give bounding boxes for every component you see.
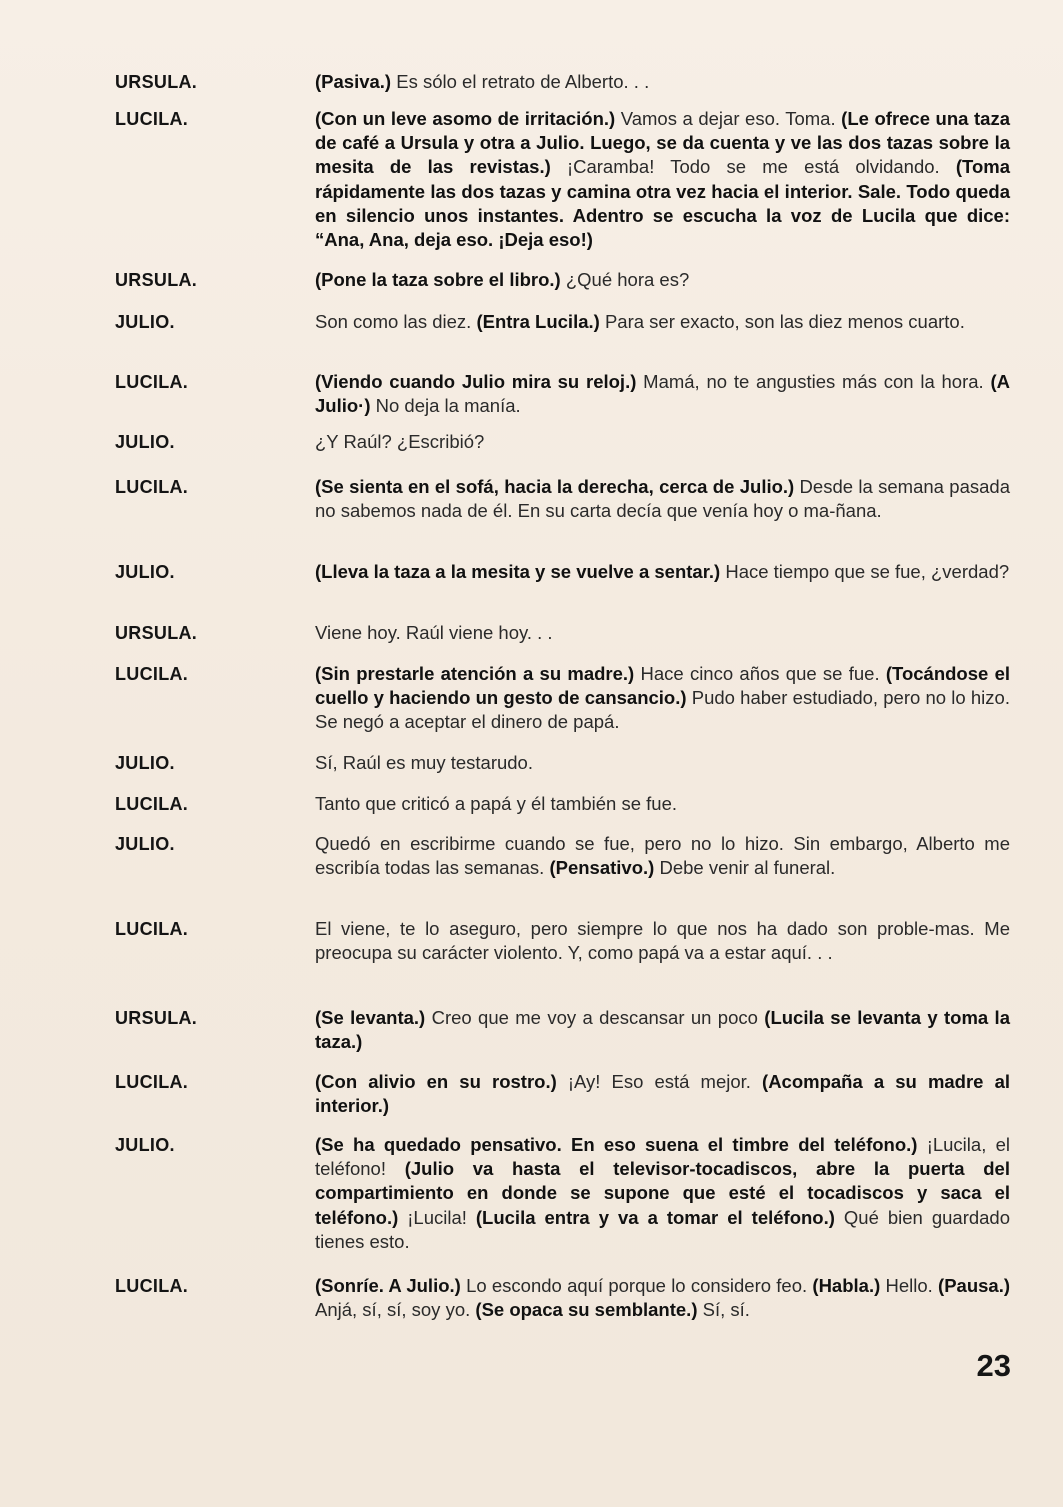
dialogue-text xyxy=(315,475,1010,523)
dialogue-text xyxy=(315,310,1010,334)
page-number: 23 xyxy=(976,1348,1011,1383)
stage-direction: (Julio va hasta el televisor-tocadiscos, abre la puerta del compartimiento en donde se supone que esté el tocadiscos y saca el teléfono.) xyxy=(315,1158,1010,1228)
spoken-line: Tanto que criticó a papá y él también se fue. xyxy=(315,793,677,814)
spoken-line: Son como las diez. xyxy=(315,311,477,332)
spoken-line: Quedó en escribirme cuando se fue, pero no lo hizo. Sin embargo, Alberto me escribía todas las semanas. xyxy=(315,833,1010,879)
dialogue-text xyxy=(315,370,1010,418)
dialogue-entry xyxy=(115,370,1010,418)
spoken-line: ¿Y Raúl? ¿Escribió? xyxy=(315,431,485,452)
stage-direction: (Pasiva.) xyxy=(315,71,392,92)
stage-direction: (Lleva la taza a la mesita y se vuelve a sentar.) xyxy=(315,561,721,582)
stage-direction: (Lucila se levanta y toma la taza.) xyxy=(315,1007,1010,1053)
stage-direction: (Con alivio en su rostro.) xyxy=(315,1071,557,1092)
stage-direction: (Le ofrece una taza de café a Ursula y otra a Julio. Luego, se da cuenta y ve las dos tazas sobre la mesita de las revistas.) xyxy=(315,108,1010,178)
speaker-name: LUCILA. xyxy=(115,1276,189,1296)
spoken-line: Pudo haber estudiado, pero no lo hizo. Se negó a aceptar el dinero de papá. xyxy=(315,687,1010,733)
dialogue-entry xyxy=(115,621,1010,645)
dialogue-text xyxy=(315,1070,1010,1118)
stage-direction: (Sin prestarle atención a su madre.) xyxy=(315,663,635,684)
dialogue-text xyxy=(315,430,1010,454)
speaker-name: JULIO. xyxy=(115,834,175,854)
speaker-name: LUCILA. xyxy=(115,1072,189,1092)
dialogue-text xyxy=(315,70,1010,94)
spoken-line: No deja la manía. xyxy=(370,395,521,417)
dialogue-entry xyxy=(115,1133,1010,1254)
speaker-name: JULIO. xyxy=(115,432,175,452)
stage-direction: (Entra Lucila.) xyxy=(476,311,600,332)
dialogue-entry xyxy=(115,1006,1010,1054)
stage-direction: (Se levanta.) xyxy=(315,1007,426,1028)
dialogue-text xyxy=(315,107,1010,252)
spoken-line: El viene, te lo aseguro, pero siempre lo que nos ha dado son proble-mas. Me preocupa su carácter violento. Y, como papá va a estar aquí. . . xyxy=(315,918,1010,964)
spoken-line: ¡Lucila! xyxy=(398,1206,476,1228)
dialogue-entry xyxy=(115,917,1010,965)
speaker-name: URSULA. xyxy=(115,623,198,643)
spoken-line: Desde la semana pasada no sabemos nada de él. En su carta decía que venía hoy o ma-ñana. xyxy=(315,476,1010,522)
spoken-line: ¡Caramba! Todo se me está olvidando. xyxy=(550,156,956,178)
dialogue-entry xyxy=(115,792,1010,816)
spoken-line: Hello. xyxy=(880,1275,939,1296)
spoken-line: Lo escondo aquí porque lo considero feo. xyxy=(460,1275,813,1296)
dialogue-entry xyxy=(115,70,1010,94)
stage-direction: (Pone la taza sobre el libro.) xyxy=(315,269,561,290)
dialogue-entry xyxy=(115,268,1010,292)
stage-direction: (Lucila entra y va a tomar el teléfono.) xyxy=(475,1206,835,1228)
speaker-name: LUCILA. xyxy=(115,477,189,497)
speaker-name: LUCILA. xyxy=(115,372,189,392)
spoken-line: Sí, Raúl es muy testarudo. xyxy=(315,752,533,773)
speaker-name: LUCILA. xyxy=(115,794,189,814)
speaker-name: LUCILA. xyxy=(115,919,189,939)
speaker-name: LUCILA. xyxy=(115,664,189,684)
dialogue-entry xyxy=(115,310,1010,334)
spoken-line: Hace cinco años que se fue. xyxy=(634,663,886,684)
spoken-line: Es sólo el retrato de Alberto. . . xyxy=(391,71,650,92)
spoken-line: ¡Ay! Eso está mejor. xyxy=(556,1071,763,1092)
stage-direction: (Acompaña a su madre al interior.) xyxy=(315,1071,1010,1117)
dialogue-text xyxy=(315,1006,1010,1054)
stage-direction: (Sonríe. A Julio.) xyxy=(315,1275,461,1296)
spoken-line: Qué bien guardado tienes esto. xyxy=(315,1206,1011,1252)
spoken-line: Debe venir al funeral. xyxy=(654,857,836,879)
spoken-line: ¿Qué hora es? xyxy=(560,269,690,290)
dialogue-entry xyxy=(115,107,1010,252)
stage-direction: (Con un leve asomo de irritación.) xyxy=(315,108,616,129)
dialogue-entry xyxy=(115,662,1010,735)
spoken-line: Mamá, no te angusties más con la hora. xyxy=(636,371,991,392)
stage-direction: (Toma rápidamente las dos tazas y camina otra vez hacia el interior. Sale. Todo queda en silencio unos instantes. Adentro se escucha la voz de Lucila que dice: “Ana, Ana, deja eso. ¡Deja eso!) xyxy=(315,156,1010,251)
speaker-name: JULIO. xyxy=(115,753,175,773)
speaker-name: JULIO. xyxy=(115,1135,175,1155)
spoken-line: ¡Lucila, el teléfono! xyxy=(315,1134,1010,1180)
dialogue-text xyxy=(315,268,1010,292)
dialogue-entry xyxy=(115,751,1010,775)
dialogue-text xyxy=(315,621,1010,645)
spoken-line: Hace tiempo que se fue, ¿verdad? xyxy=(720,561,1010,582)
stage-direction: (Viendo cuando Julio mira su reloj.) xyxy=(315,371,637,392)
dialogue-entry xyxy=(115,430,1010,454)
spoken-line: Viene hoy. Raúl viene hoy. . . xyxy=(315,622,553,643)
dialogue-entry xyxy=(115,560,1010,584)
spoken-line: Creo que me voy a descansar un poco xyxy=(425,1007,765,1028)
dialogue-entry xyxy=(115,832,1010,880)
dialogue-text xyxy=(315,751,1010,775)
stage-direction: (Pensativo.) xyxy=(549,857,655,879)
dialogue-entry xyxy=(115,1274,1010,1322)
spoken-line: Para ser exacto, son las diez menos cuarto. xyxy=(599,311,965,332)
dialogue-text xyxy=(315,832,1010,880)
stage-direction: (Tocándose el cuello y haciendo un gesto de cansancio.) xyxy=(315,663,1011,709)
dialogue-text xyxy=(315,1133,1010,1254)
speaker-name: URSULA. xyxy=(115,270,198,290)
speaker-name: URSULA. xyxy=(115,72,198,92)
stage-direction: (Se ha quedado pensativo. En eso suena el timbre del teléfono.) xyxy=(315,1134,918,1155)
dialogue-text xyxy=(315,917,1010,965)
dialogue-text xyxy=(315,560,1010,584)
spoken-line: Vamos a dejar eso. Toma. xyxy=(615,108,842,129)
dialogue-text xyxy=(315,1274,1010,1322)
spoken-line: Anjá, sí, sí, soy yo. xyxy=(315,1299,476,1321)
spoken-line: Sí, sí. xyxy=(697,1299,750,1321)
speaker-name: JULIO. xyxy=(115,312,175,332)
stage-direction: (A Julio·) xyxy=(315,371,1010,417)
stage-direction: (Se opaca su semblante.) xyxy=(475,1299,698,1321)
speaker-name: LUCILA. xyxy=(115,109,189,129)
speaker-name: URSULA. xyxy=(115,1008,198,1028)
speaker-name: JULIO. xyxy=(115,562,175,582)
stage-direction: (Se sienta en el sofá, hacia la derecha, cerca de Julio.) xyxy=(315,476,795,497)
dialogue-text xyxy=(315,792,1010,816)
dialogue-entry xyxy=(115,475,1010,523)
dialogue-text xyxy=(315,662,1010,735)
stage-direction: (Pausa.) xyxy=(938,1275,1011,1296)
dialogue-entry xyxy=(115,1070,1010,1118)
stage-direction: (Habla.) xyxy=(812,1275,881,1296)
